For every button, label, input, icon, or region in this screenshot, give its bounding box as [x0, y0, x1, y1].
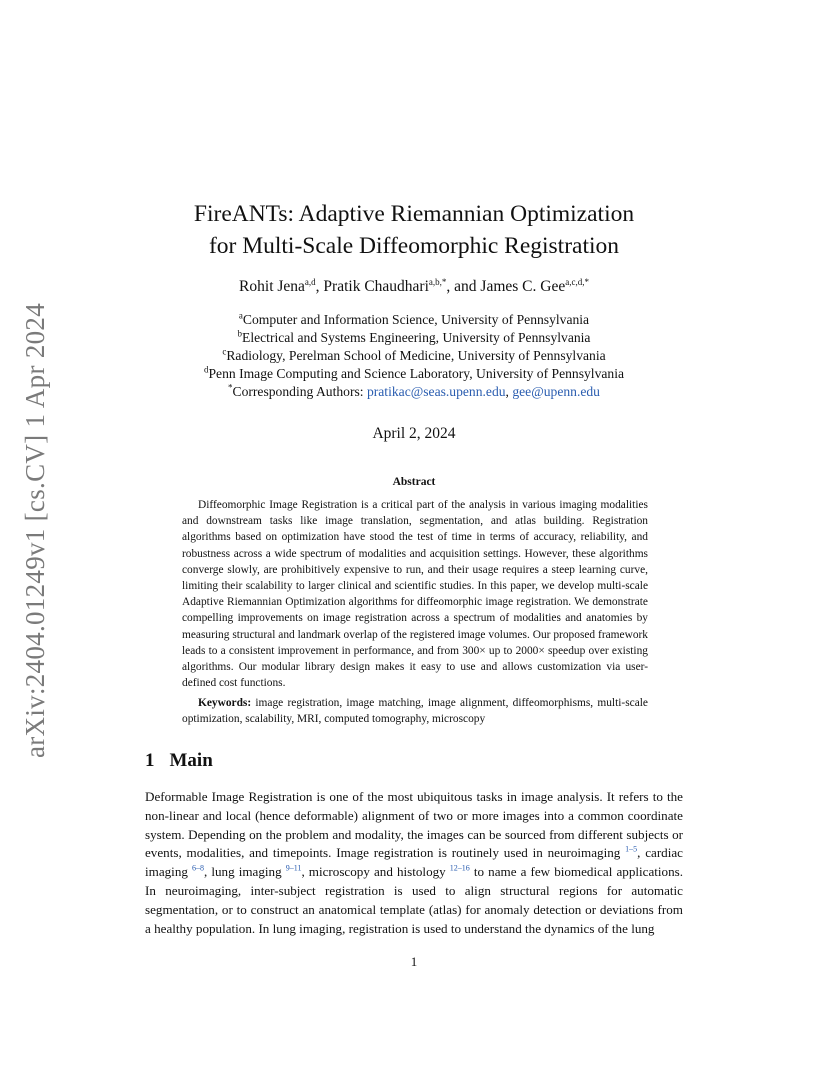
- author-list: [140, 278, 688, 296]
- section-title: Main: [169, 750, 213, 771]
- arxiv-identifier-text: arXiv:2404.01249v1 [cs.CV] 1 Apr 2024: [20, 302, 51, 758]
- page-number: 1: [410, 954, 418, 969]
- citation-link[interactable]: 1–5: [625, 845, 638, 855]
- abstract-body: [182, 497, 648, 691]
- author-name: James C. Gee: [480, 278, 566, 295]
- affiliation-mark: d: [203, 364, 209, 375]
- body-sentence: , microscopy and histology: [301, 864, 450, 880]
- section-number: 1: [145, 750, 155, 771]
- keywords-text: image registration, image matching, image alignment, diffeomorphisms, multi-scale optimization, scalability, MRI, computed tomography, microscopy: [182, 697, 648, 726]
- affiliation-text: Penn Image Computing and Science Laboratory, University of Pennsylvania: [208, 366, 625, 381]
- body-paragraph: [145, 788, 683, 938]
- paper-title: [140, 198, 688, 262]
- affiliation-mark: b: [237, 328, 243, 339]
- email-link-pratik[interactable]: pratikac@seas.upenn.edu: [366, 384, 506, 399]
- title-line-1: FireANTs: Adaptive Riemannian Optimization: [193, 201, 635, 227]
- affiliation-item: [140, 329, 688, 347]
- corresponding-authors-line: [140, 383, 688, 401]
- keywords-paragraph: [182, 695, 648, 727]
- author-affiliation-marks: a,b,*: [428, 276, 447, 287]
- title-line-2: for Multi-Scale Diffeomorphic Registration: [208, 233, 620, 259]
- affiliation-mark: a: [238, 310, 243, 321]
- arxiv-identifier-stamp: [8, 295, 64, 765]
- affiliation-text: Computer and Information Science, University of Pennsylvania: [242, 312, 590, 327]
- author-name: Rohit Jena: [239, 278, 305, 295]
- keywords-label: Keywords:: [198, 697, 252, 709]
- email-separator: ,: [505, 384, 513, 399]
- main-body-text: [145, 788, 683, 938]
- body-sentence: to name a few biomedical applications. In neuroimaging, inter-subject registration is used to align structural regions for automatic segmentation, or to construct an anatomical template (atlas) for anomaly detection or deviations from a healthy population. In lung imaging, registration is used to understand the dynamics of the lung: [145, 864, 684, 936]
- abstract-text: Diffeomorphic Image Registration is a critical part of the analysis in various imaging modalities and downstream tasks like image translation, segmentation, and atlas building. Registration algorithms based on optimization have stood the test of time in terms of accuracy, reliability, and robustness across a wide spectrum of modalities and acquisition settings. However, these algorithms converge slowly, are prohibitively expensive to run, and their usage requires a steep learning curve, limiting their scalability to larger clinical and scientific studies. In this paper, we develop multi-scale Adaptive Riemannian Optimization algorithms for diffeomorphic image registration. We demonstrate compelling improvements on image registration across a spectrum of modalities and anatomies by measuring structural and landmark overlap of the registered image volumes. Our proposed framework leads to a consistent improvement in performance, and from 300× up to 2000× speedup over existing algorithms. Our modular library design makes it easy to use and allows customization via user-defined cost functions.: [182, 499, 648, 690]
- section-heading: [145, 750, 213, 772]
- abstract-heading: Abstract: [392, 476, 436, 488]
- affiliation-mark: c: [222, 346, 227, 357]
- author-separator: ,: [315, 278, 324, 295]
- affiliation-text: Radiology, Perelman School of Medicine, University of Pennsylvania: [226, 348, 606, 363]
- author-affiliation-marks: a,c,d,*: [565, 276, 589, 287]
- body-sentence: Deformable Image Registration is one of the most ubiquitous tasks in image analysis. It refers to the non-linear and local (hence deformable) alignment of two or more images into a common coordinate system. Depending on the problem and modality, the images can be sourced from different subjects or events, modalities, and timepoints. Image registration is routinely used in neuroimaging: [145, 789, 683, 861]
- paper-date: April 2, 2024: [372, 425, 456, 442]
- corresponding-mark: *: [228, 382, 233, 393]
- citation-link[interactable]: 9–11: [285, 863, 302, 873]
- affiliation-text: Electrical and Systems Engineering, University of Pennsylvania: [242, 330, 591, 345]
- body-sentence: , cardiac imaging: [145, 845, 683, 880]
- email-link-gee[interactable]: gee@upenn.edu: [512, 384, 600, 399]
- affiliation-item: [140, 365, 688, 383]
- author-separator: , and: [446, 278, 481, 295]
- author-name: Pratik Chaudhari: [323, 278, 429, 295]
- author-affiliation-marks: a,d: [304, 276, 316, 287]
- citation-link[interactable]: 6–8: [192, 863, 204, 873]
- affiliation-item: [140, 347, 688, 365]
- corresponding-label: Corresponding Authors:: [232, 384, 367, 399]
- affiliation-list: [140, 311, 688, 401]
- affiliation-item: [140, 311, 688, 329]
- body-sentence: , lung imaging: [204, 864, 286, 880]
- citation-link[interactable]: 12–16: [449, 863, 470, 873]
